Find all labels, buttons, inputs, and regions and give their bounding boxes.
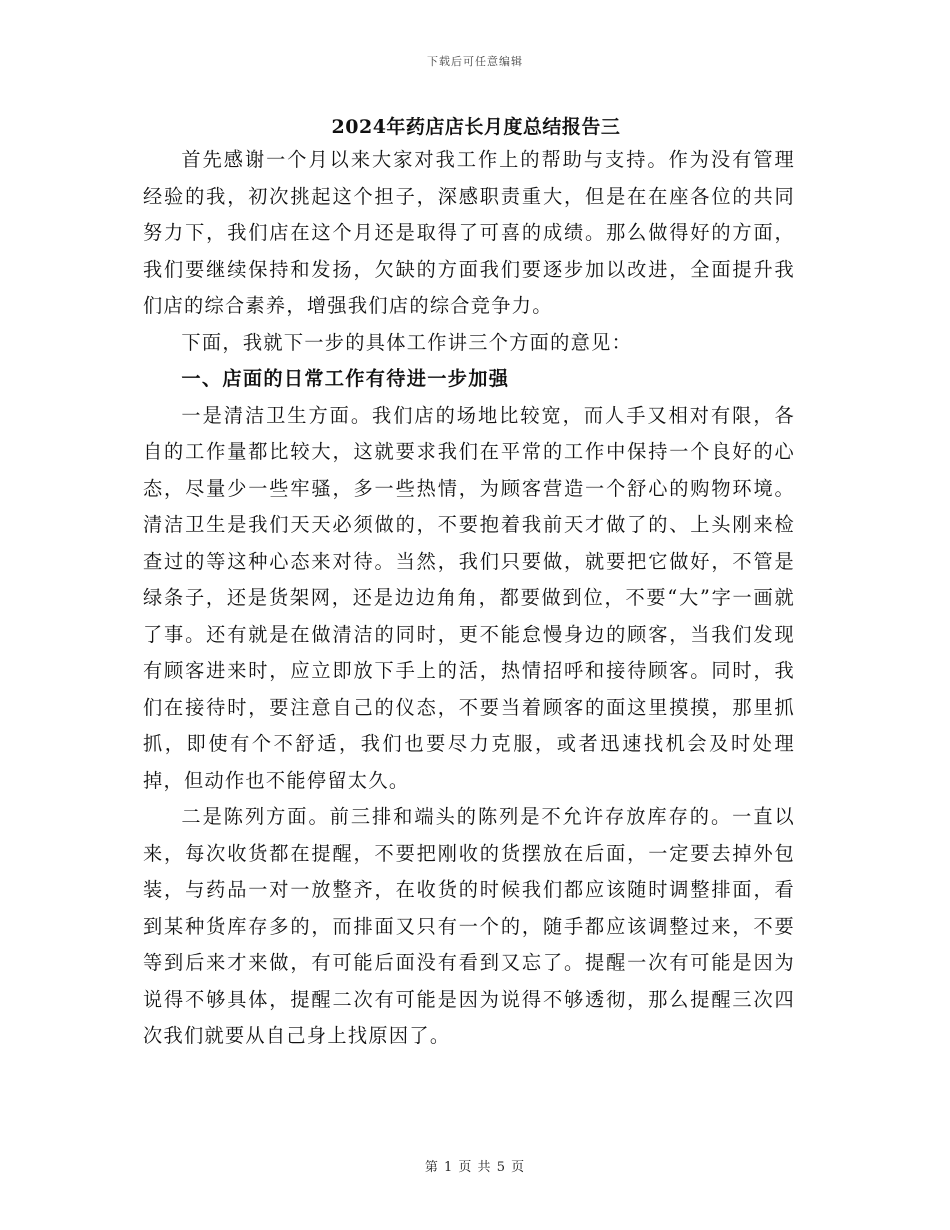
- cleaning-paragraph: 一是清洁卫生方面。我们店的场地比较宽，而人手又相对有限，各自的工作量都比较大，这就要求我们在平常的工作中保持一个良好的心态，尽量少一些牢骚，多一些热情，为顾客营造一个舒心的购物环境。清洁卫生是我们天天必须做的，不要抱着我前天才做了的、上头刚来检查过的等这种心态来对待。当然，我们只要做，就要把它做好，不管是绿条子，还是货架网，还是边边角角，都要做到位，不要“大”字一画就了事。还有就是在做清洁的同时，更不能怠慢身边的顾客，当我们发现有顾客进来时，应立即放下手上的活，热情招呼和接待顾客。同时，我们在接待时，要注意自己的仪态，不要当着顾客的面这里摸摸，那里抓抓，即使有个不舒适，我们也要尽力克服，或者迅速找机会及时处理掉，但动作也不能停留太久。: [143, 403, 795, 792]
- header-note: 下载后可任意编辑: [427, 55, 523, 68]
- display-paragraph: 二是陈列方面。前三排和端头的陈列是不允许存放库存的。一直以来，每次收货都在提醒，不要把刚收的货摆放在后面，一定要去掉外包装，与药品一对一放整齐，在收货的时候我们都应该随时调整排面，看到某种货库存多的，而排面又只有一个的，随手都应该调整过来，不要等到后来才来做，有可能后面没有看到又忘了。提醒一次有可能是因为说得不够具体，提醒二次有可能是因为说得不够透彻，那么提醒三次四次我们就要从自己身上找原因了。: [143, 805, 795, 1047]
- section-heading-1: 一、店面的日常工作有待进一步加强: [181, 367, 510, 390]
- intro-paragraph: 首先感谢一个月以来大家对我工作上的帮助与支持。作为没有管理经验的我，初次挑起这个担子，深感职责重大，但是在在座各位的共同努力下，我们店在这个月还是取得了可喜的成绩。那么做得好的方面，我们要继续保持和发扬，欠缺的方面我们要逐步加以改进，全面提升我们店的综合素养，增强我们店的综合竞争力。: [143, 148, 795, 317]
- page-footer: 第 1 页 共 5 页: [424, 1160, 526, 1175]
- document-body: [143, 112, 795, 1055]
- transition-paragraph: 下面，我就下一步的具体工作讲三个方面的意见：: [181, 330, 633, 354]
- document-title: 2024年药店店长月度总结报告三: [331, 116, 621, 138]
